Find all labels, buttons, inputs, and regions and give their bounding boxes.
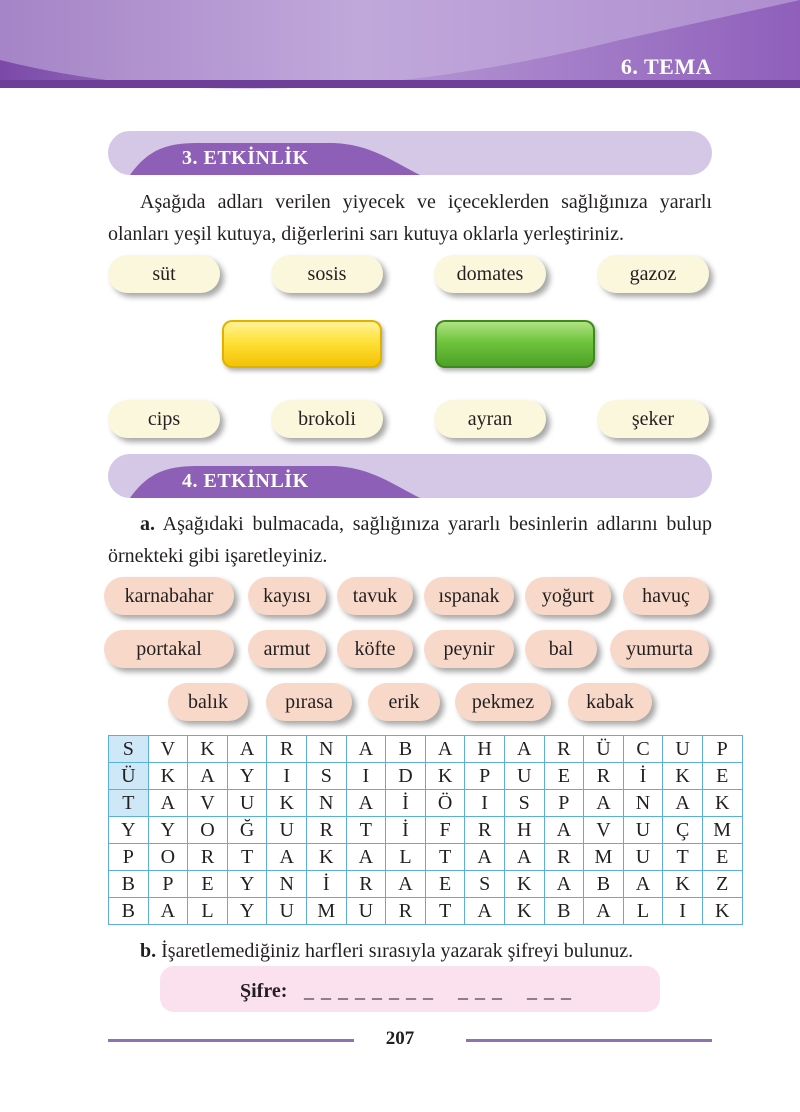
grid-cell[interactable]: A <box>584 790 624 817</box>
grid-cell[interactable]: S <box>306 763 346 790</box>
grid-cell[interactable]: R <box>346 871 386 898</box>
tema-title: 6. TEMA <box>620 54 712 79</box>
grid-cell[interactable]: İ <box>306 871 346 898</box>
word-pill: balık <box>168 683 248 721</box>
grid-cell[interactable]: U <box>663 736 703 763</box>
grid-cell[interactable]: Y <box>109 817 149 844</box>
grid-cell[interactable]: T <box>346 817 386 844</box>
grid-cell[interactable]: T <box>109 790 149 817</box>
grid-cell[interactable]: R <box>584 763 624 790</box>
grid-cell[interactable]: I <box>663 898 703 925</box>
grid-cell[interactable]: M <box>306 898 346 925</box>
grid-cell[interactable]: T <box>663 844 703 871</box>
grid-cell[interactable]: U <box>504 763 544 790</box>
grid-cell[interactable]: K <box>702 790 742 817</box>
grid-cell[interactable]: T <box>425 898 465 925</box>
grid-cell[interactable]: İ <box>623 763 663 790</box>
grid-cell[interactable]: K <box>504 871 544 898</box>
item-seker[interactable]: şeker <box>597 400 709 438</box>
word-pill: kayısı <box>248 577 326 615</box>
grid-cell[interactable]: I <box>267 763 307 790</box>
grid-cell[interactable]: O <box>148 844 188 871</box>
grid-cell[interactable]: U <box>267 817 307 844</box>
grid-row <box>109 844 743 871</box>
grid-cell[interactable]: K <box>504 898 544 925</box>
grid-cell[interactable]: S <box>504 790 544 817</box>
grid-cell[interactable]: N <box>306 790 346 817</box>
grid-cell[interactable]: Y <box>227 898 267 925</box>
word-pill: köfte <box>337 630 413 668</box>
grid-cell[interactable]: A <box>425 736 465 763</box>
yellow-box[interactable] <box>222 320 382 368</box>
word-pill: portakal <box>104 630 234 668</box>
grid-cell[interactable]: Ü <box>109 763 149 790</box>
grid-cell[interactable]: U <box>346 898 386 925</box>
grid-cell[interactable]: B <box>544 898 584 925</box>
grid-cell[interactable]: A <box>227 736 267 763</box>
activity4-part-a <box>108 508 712 572</box>
grid-cell[interactable]: N <box>267 871 307 898</box>
item-ayran[interactable]: ayran <box>434 400 546 438</box>
grid-cell[interactable]: N <box>623 790 663 817</box>
grid-cell[interactable]: B <box>109 898 149 925</box>
grid-cell[interactable]: P <box>544 790 584 817</box>
word-pill: pırasa <box>266 683 352 721</box>
grid-row <box>109 898 743 925</box>
word-pill: erik <box>368 683 440 721</box>
grid-cell[interactable]: R <box>544 844 584 871</box>
grid-cell[interactable]: R <box>267 736 307 763</box>
grid-cell[interactable]: A <box>346 736 386 763</box>
grid-cell[interactable]: L <box>188 898 228 925</box>
grid-cell[interactable]: L <box>386 844 426 871</box>
grid-cell[interactable]: M <box>702 817 742 844</box>
grid-cell[interactable]: U <box>623 844 663 871</box>
word-pill: armut <box>248 630 326 668</box>
grid-cell[interactable]: B <box>386 736 426 763</box>
grid-cell[interactable]: K <box>188 736 228 763</box>
grid-cell[interactable]: A <box>663 790 703 817</box>
grid-cell[interactable]: A <box>584 898 624 925</box>
grid-cell[interactable]: B <box>584 871 624 898</box>
grid-cell[interactable]: T <box>425 844 465 871</box>
grid-cell[interactable]: A <box>267 844 307 871</box>
grid-cell[interactable]: A <box>346 790 386 817</box>
part-a-label: a. <box>140 513 155 535</box>
grid-cell[interactable]: N <box>306 736 346 763</box>
grid-cell[interactable]: D <box>386 763 426 790</box>
sifre-label: Şifre: <box>240 980 288 1002</box>
grid-cell[interactable]: K <box>148 763 188 790</box>
word-pill: peynir <box>424 630 514 668</box>
grid-cell[interactable]: I <box>346 763 386 790</box>
grid-cell[interactable]: R <box>465 817 505 844</box>
word-search-grid <box>108 735 743 925</box>
grid-cell[interactable]: K <box>663 871 703 898</box>
grid-cell[interactable]: Z <box>702 871 742 898</box>
grid-cell[interactable]: K <box>425 763 465 790</box>
grid-cell[interactable]: U <box>267 898 307 925</box>
item-cips[interactable]: cips <box>108 400 220 438</box>
grid-cell[interactable]: A <box>148 790 188 817</box>
item-sosis[interactable]: sosis <box>271 255 383 293</box>
item-gazoz[interactable]: gazoz <box>597 255 709 293</box>
grid-cell[interactable]: A <box>465 844 505 871</box>
word-pill: kabak <box>568 683 652 721</box>
grid-cell[interactable]: B <box>109 871 149 898</box>
grid-cell[interactable]: H <box>504 817 544 844</box>
grid-row <box>109 736 743 763</box>
item-brokoli[interactable]: brokoli <box>271 400 383 438</box>
grid-cell[interactable]: O <box>188 817 228 844</box>
grid-cell[interactable]: E <box>544 763 584 790</box>
grid-cell[interactable]: İ <box>386 817 426 844</box>
grid-cell[interactable]: A <box>148 898 188 925</box>
grid-cell[interactable]: L <box>623 898 663 925</box>
grid-cell[interactable]: F <box>425 817 465 844</box>
sifre-answer-field[interactable]: _ _ _ _ _ _ _ _ _ _ _ _ _ _ <box>304 980 572 1002</box>
part-b-label: b. <box>140 940 157 962</box>
grid-cell[interactable]: A <box>188 763 228 790</box>
word-pill: havuç <box>623 577 709 615</box>
activity3-instruction: Aşağıda adları verilen yiyecek ve içeceklerden sağlığınıza yararlı olanları yeşil kutuya, diğerlerini sarı kutuya oklarla yerleştiriniz. <box>108 191 712 245</box>
item-domates[interactable]: domates <box>434 255 546 293</box>
word-pill: yoğurt <box>525 577 611 615</box>
grid-cell[interactable]: P <box>148 871 188 898</box>
grid-cell[interactable]: İ <box>386 790 426 817</box>
grid-cell[interactable]: K <box>663 763 703 790</box>
grid-cell[interactable]: M <box>584 844 624 871</box>
grid-cell[interactable]: A <box>465 898 505 925</box>
grid-cell[interactable]: V <box>188 790 228 817</box>
activity4-part-b <box>108 935 712 967</box>
grid-cell[interactable]: E <box>425 871 465 898</box>
grid-cell[interactable]: V <box>148 736 188 763</box>
grid-cell[interactable]: P <box>109 844 149 871</box>
green-box[interactable] <box>435 320 595 368</box>
grid-cell[interactable]: P <box>465 763 505 790</box>
word-pill: bal <box>525 630 597 668</box>
grid-cell[interactable]: R <box>544 736 584 763</box>
grid-cell[interactable]: A <box>386 871 426 898</box>
word-pill: ıspanak <box>424 577 514 615</box>
part-b-text: İşaretlemediğiniz harfleri sırasıyla yazarak şifreyi bulunuz. <box>161 940 634 962</box>
grid-cell[interactable]: I <box>465 790 505 817</box>
word-pill: tavuk <box>337 577 413 615</box>
grid-cell[interactable]: A <box>544 817 584 844</box>
grid-row <box>109 763 743 790</box>
grid-cell[interactable]: A <box>623 871 663 898</box>
grid-cell[interactable]: K <box>267 790 307 817</box>
footer-line-right <box>466 1039 712 1042</box>
word-pill: karnabahar <box>104 577 234 615</box>
grid-cell[interactable]: R <box>188 844 228 871</box>
grid-cell[interactable]: A <box>504 844 544 871</box>
grid-cell[interactable]: Y <box>227 871 267 898</box>
grid-cell[interactable]: H <box>465 736 505 763</box>
grid-cell[interactable]: Y <box>227 763 267 790</box>
grid-cell[interactable]: E <box>702 763 742 790</box>
grid-cell[interactable]: U <box>227 790 267 817</box>
grid-cell[interactable]: R <box>386 898 426 925</box>
grid-cell[interactable]: E <box>188 871 228 898</box>
activity3-title: 3. ETKİNLİK <box>182 147 309 169</box>
grid-cell[interactable]: Ç <box>663 817 703 844</box>
page-number: 207 <box>385 1028 415 1049</box>
grid-cell[interactable]: S <box>465 871 505 898</box>
grid-cell[interactable]: R <box>306 817 346 844</box>
grid-cell[interactable]: S <box>109 736 149 763</box>
grid-cell[interactable]: K <box>306 844 346 871</box>
word-pill: yumurta <box>610 630 709 668</box>
grid-cell[interactable]: P <box>702 736 742 763</box>
word-pill: pekmez <box>455 683 551 721</box>
grid-cell[interactable]: A <box>544 871 584 898</box>
item-sut[interactable]: süt <box>108 255 220 293</box>
grid-cell[interactable]: Ğ <box>227 817 267 844</box>
grid-cell[interactable]: Ö <box>425 790 465 817</box>
activity4-title: 4. ETKİNLİK <box>182 470 309 492</box>
grid-cell[interactable]: T <box>227 844 267 871</box>
grid-cell[interactable]: C <box>623 736 663 763</box>
grid-row <box>109 871 743 898</box>
grid-row <box>109 817 743 844</box>
footer-line-left <box>108 1039 354 1042</box>
grid-row <box>109 790 743 817</box>
grid-cell[interactable]: E <box>702 844 742 871</box>
part-a-text: Aşağıdaki bulmacada, sağlığınıza yararlı besinlerin adlarını bulup örnekteki gibi işaretleyiniz. <box>108 513 712 567</box>
grid-cell[interactable]: A <box>504 736 544 763</box>
grid-cell[interactable]: V <box>584 817 624 844</box>
grid-cell[interactable]: K <box>702 898 742 925</box>
grid-cell[interactable]: U <box>623 817 663 844</box>
grid-cell[interactable]: A <box>346 844 386 871</box>
grid-cell[interactable]: Y <box>148 817 188 844</box>
grid-cell[interactable]: Ü <box>584 736 624 763</box>
